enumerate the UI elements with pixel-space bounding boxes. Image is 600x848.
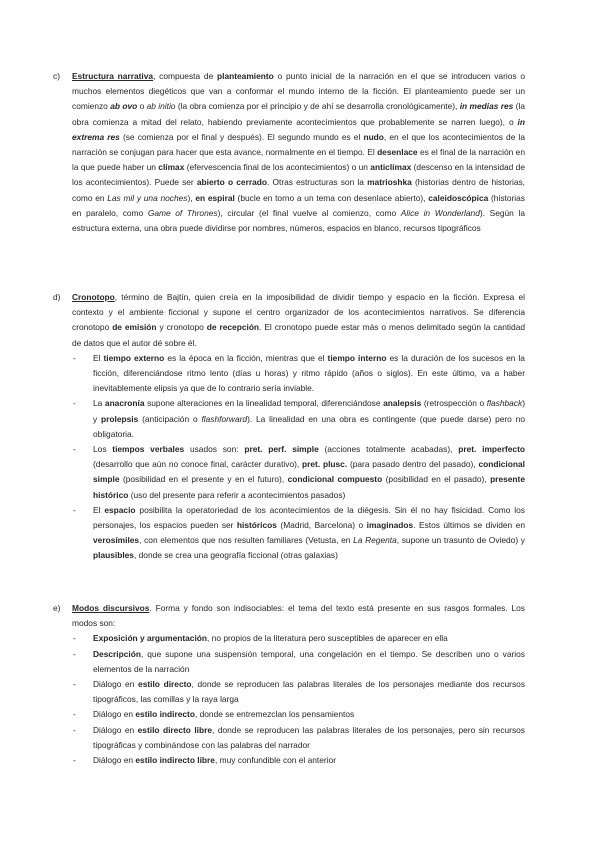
text-run: es la duración de los sucesos en la ficción, diferenciándose ritmo lento (días u horas) y ritmo rápido (años o siglos). En este último, va a haber inevitablemente elipsis ya que de lo contrario sería inviable.	[93, 352, 525, 394]
section-term: Modos discursivos	[72, 603, 150, 613]
section-c-paragraph	[72, 69, 525, 236]
dash-bullet: -	[73, 724, 76, 735]
text-run: , con elementos que nos resulten familiares (Vetusta, en	[139, 535, 354, 546]
text-run: , donde se reproducen las palabras literales de los personajes, pero sin recursos tipográficas y combinándose con las palabras del narrador	[93, 724, 525, 750]
bold-term: planteamiento	[217, 71, 274, 81]
section-c-marker: c)	[53, 71, 60, 81]
bold-term: tiempo interno	[327, 352, 387, 363]
text-run: ). La linealidad en una obra es contingente (que puede darse) pero no obligatoria.	[93, 413, 525, 439]
bold-term: históricos	[236, 520, 277, 531]
text-run: supone alteraciones en la linealidad temporal, diferenciándose	[144, 398, 384, 409]
text-run: Diálogo en	[93, 709, 136, 720]
bold-term: caleidoscópica	[428, 192, 489, 203]
text-run: posibilita la operatoriedad de los acontecimientos de la diégesis. Sin él no hay fisicidad. Como los personajes, los espacios pueden ser	[93, 504, 525, 531]
bold-term: analepsis	[383, 398, 422, 409]
text-run: , término de Bajtín, quien creía en la imposibilidad de dividir tiempo y espacio en la ficción. Expresa el contexto y el ambiente ficcional y supone el centro organizador de los acontecimientos narrativos. Se diferencia cronotopo	[72, 292, 525, 333]
text-run: (la obra comienza por el principio y de ahí se desarrolla cronológicamente),	[175, 101, 460, 112]
list-item	[72, 677, 525, 707]
bold-term: estilo indirecto	[135, 709, 195, 720]
text-run: , muy confundible con el anterior	[214, 755, 337, 766]
italic-title: Game of Thrones	[147, 207, 218, 218]
bold-term: espacio	[104, 504, 136, 515]
text-run: y cronotopo	[156, 322, 207, 333]
dash-bullet: -	[73, 633, 76, 644]
dash-bullet: -	[73, 444, 76, 455]
bold-italic-term: ab ovo	[110, 101, 138, 112]
bold-term: pret. plusc.	[302, 459, 348, 470]
text-run: , compuesta de	[153, 71, 218, 81]
list-item	[72, 723, 525, 753]
text-run: ) y	[93, 398, 525, 424]
text-run: ). Según la estructura externa, una obra puede dividirse por nombres, números, espacios en blanco, recursos tipográficos	[72, 207, 525, 234]
bold-term: Exposición y argumentación	[93, 633, 208, 644]
bold-term: tiempo externo	[103, 352, 165, 363]
bold-term: clímax	[158, 162, 185, 173]
text-run: (descenso en la intensidad de los acontecimientos). Puede ser	[72, 162, 525, 188]
section-c-estructura-narrativa	[53, 69, 526, 236]
bold-term: de recepción	[206, 322, 260, 333]
text-run: (efervescencia final de los acontecimientos) o un	[184, 162, 371, 173]
dash-bullet: -	[73, 398, 76, 409]
section-e-modos-discursivos	[53, 601, 526, 768]
bold-italic-term: in extrema res	[72, 116, 525, 142]
text-run: , donde se entremezclan los pensamientos	[194, 709, 355, 720]
list-item	[72, 753, 525, 768]
text-run: Diálogo en	[93, 724, 138, 735]
list-item	[72, 631, 525, 646]
bold-term: estilo indirecto libre	[135, 755, 215, 766]
bold-term: prolepsis	[101, 413, 139, 424]
text-run: (bucle en torno a un tema con desenlace abierto),	[234, 192, 429, 203]
dash-bullet: -	[73, 755, 76, 766]
dash-bullet: -	[73, 504, 76, 515]
text-run: , que supone una suspensión temporal, una congelación en el tiempo. Se describen uno o varios elementos de la narración	[93, 648, 525, 674]
text-run: , supone un trasunto de Oviedo) y	[396, 535, 525, 546]
italic-title: Las mil y una noches	[107, 192, 188, 203]
text-run: , donde se crea una geografía ficcional (otras galaxias)	[133, 550, 338, 561]
text-run: (posibilidad en el pasado),	[382, 474, 491, 485]
section-d-list	[72, 351, 525, 564]
bold-term: condicional compuesto	[287, 474, 383, 485]
bold-term: en espiral	[195, 192, 235, 203]
bold-term: nudo	[363, 131, 384, 142]
bold-term: estilo directo libre	[137, 724, 213, 735]
list-item	[72, 351, 525, 397]
text-run: (la obra comienza a mitad del relato, habiendo previamente acontecimientos que probablemente se narren luego), o	[72, 101, 525, 127]
text-run: . El cronotopo puede estar más o menos delimitado según la cantidad de datos que el autor dé sobre él.	[72, 322, 526, 348]
list-item	[72, 707, 525, 722]
text-run: . Otras estructuras son la	[266, 177, 368, 188]
section-e-paragraph	[72, 601, 525, 631]
text-run: El	[93, 504, 105, 515]
italic-title: flashforward	[201, 413, 248, 424]
bold-term: Descripción	[93, 648, 141, 659]
italic-title: Alice in Wonderland	[400, 207, 480, 218]
bold-term: desenlace	[377, 147, 418, 158]
text-run: . Forma y fondo son indisociables: el tema del texto está presente en sus rasgos formales. Los modos son:	[72, 603, 525, 629]
text-run: El	[93, 352, 104, 363]
section-d-paragraph	[72, 290, 525, 351]
text-run: Los	[93, 444, 113, 455]
text-run: ), circular (el final vuelve al comienzo, como	[217, 207, 401, 218]
text-run: (historias en paralelo, como	[72, 192, 525, 218]
text-run: Diálogo en	[93, 679, 139, 690]
bold-term: verosímiles	[93, 535, 140, 546]
text-run: (uso del presente para referir a acontecimientos pasados)	[128, 489, 346, 500]
list-item	[72, 442, 525, 503]
text-run: (para pasado dentro del pasado),	[347, 459, 479, 470]
dash-bullet: -	[73, 709, 76, 720]
text-run: ),	[187, 192, 196, 203]
text-run: , en el que los acontecimientos de la narración se conjugan para hacer que esta avance, normalmente en el tiempo. El	[72, 131, 525, 158]
text-run: es el final de la narración en la que puede haber un	[72, 147, 525, 173]
bold-term: presente histórico	[93, 474, 525, 500]
text-run: o punto inicial de la narración en el que se introducen varios o muchos elementos diegéticos que van a conformar el mundo interno de la ficción. El planteamiento puede ser un comienzo	[72, 71, 525, 112]
italic-title: La Regenta	[353, 535, 397, 546]
bold-term: imaginados	[366, 520, 414, 531]
text-run: (se comienza por el final y después). El segundo mundo es el	[119, 131, 364, 142]
bold-term: anacronía	[104, 398, 145, 409]
text-run: , donde se reproducen las palabras literales de los personajes mediante dos recursos tipográficos, las comillas y la raya larga	[93, 679, 526, 705]
list-item	[72, 647, 525, 677]
text-run: (Madrid, Barcelona) o	[276, 520, 367, 531]
bold-italic-term: in medias res	[459, 101, 514, 112]
bold-term: anticlímax	[370, 162, 412, 173]
italic-title: ab initio	[146, 101, 176, 112]
text-run: (anticipación o	[138, 413, 202, 424]
dash-bullet: -	[73, 352, 76, 363]
text-run: (desarrollo que aún no conoce final, carácter durativo),	[93, 459, 303, 470]
bold-term: plausibles	[93, 550, 134, 561]
section-d-cronotopo	[53, 290, 526, 564]
dash-bullet: -	[73, 648, 76, 659]
bold-term: matrioshka	[367, 177, 412, 188]
text-run: es la época en la ficción, mientras que el	[164, 352, 328, 363]
text-run: (historias dentro de historias, como en	[72, 177, 526, 203]
dash-bullet: -	[73, 679, 76, 690]
text-run: La	[93, 398, 105, 409]
bold-term: estilo directo	[138, 679, 192, 690]
bold-term: de emisión	[112, 322, 157, 333]
text-run: usados son:	[184, 444, 245, 455]
section-e-marker: e)	[53, 603, 61, 613]
section-d-marker: d)	[53, 292, 61, 302]
section-e-list	[72, 631, 525, 768]
text-run: Diálogo en	[93, 755, 136, 766]
bold-term: pret. perf. simple	[244, 444, 319, 455]
bold-term: abierto o cerrado	[196, 177, 267, 188]
text-run: (posibilidad en el presente y en el futuro),	[119, 474, 288, 485]
section-term: Cronotopo	[72, 292, 115, 302]
text-run: (acciones totalmente acabadas),	[318, 444, 459, 455]
bold-term: pret. imperfecto	[458, 444, 525, 455]
text-run: , no propios de la literatura pero susceptibles de aparecer en ella	[207, 633, 448, 644]
text-run: (retrospección o	[421, 398, 487, 409]
bold-term: tiempos verbales	[112, 444, 185, 455]
italic-title: flashback	[486, 398, 523, 409]
list-item	[72, 396, 525, 442]
bold-term: condicional simple	[93, 459, 525, 485]
section-term: Estructura narrativa	[72, 71, 154, 81]
list-item	[72, 503, 525, 564]
text-run: o	[137, 101, 147, 112]
text-run: . Estos últimos se dividen en	[413, 520, 525, 531]
